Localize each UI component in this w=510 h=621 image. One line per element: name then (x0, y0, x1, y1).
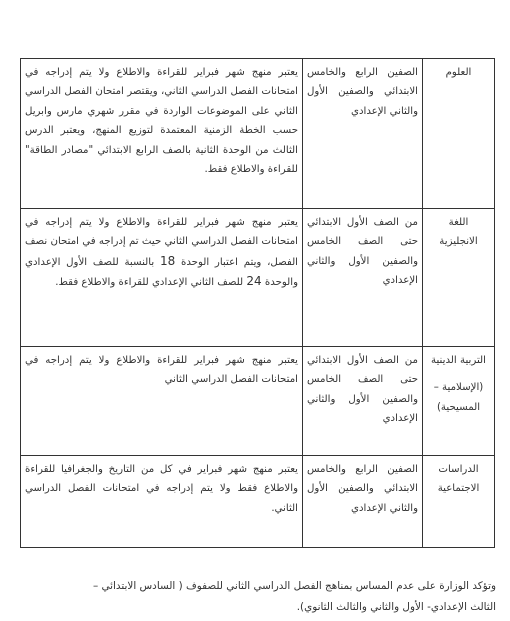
notes-cell (21, 209, 303, 347)
notes-text: للصف الثاني الإعدادي للقراءة والاطلاع فقط. (55, 277, 247, 289)
notes-cell: يعتبر منهج شهر فبراير للقراءة والاطلاع ولا يتم إدراجه في امتحانات الفصل الدراسي الثاني، ويقتصر امتحان الفصل الدراسي الثاني على الموضوعات الواردة في مقرر شهري مارس وابريل حسب الخطة الزمنية المعتمدة لتوزيع المنهج، ويعتبر الدرس الثالث من الوحدة الثانية بالصف الرابع الابتدائي "مصادر الطاقة" للقراءة والاطلاع فقط. (21, 59, 303, 209)
subject-label: التربية الدينية (431, 355, 486, 366)
subject-label: (الإسلامية – (433, 382, 484, 394)
subject-cell (423, 209, 495, 347)
grades-cell: من الصف الأول الابتدائي حتى الصف الخامس والصفين الأول والثاني الإعدادي (303, 347, 423, 456)
unit-number: 18 (159, 253, 176, 268)
grades-cell: من الصف الأول الابتدائي حتى الصف الخامس والصفين الأول والثاني الإعدادي (303, 209, 423, 347)
subject-label: العلوم (445, 67, 472, 78)
grades-cell: الصفين الرابع والخامس الابتدائي والصفين الأول والثاني الإعدادي (303, 456, 423, 548)
notes-text: بالنسبة للصف الأول الإعدادي والوحدة (25, 256, 298, 289)
unit-number: 24 (246, 274, 262, 289)
notes-text: يعتبر منهج شهر فبراير للقراءة والاطلاع ولا يتم إدراجه في امتحانات الفصل الدراسي الثاني حيث تم إدراجه في امتحان نصف الفصل، ويتم اعتبار الوحدة (25, 217, 299, 268)
subject-cell (423, 456, 495, 548)
subject-cell (423, 59, 495, 209)
footnote-paragraph (14, 576, 496, 618)
subject-cell (423, 347, 495, 456)
table-row (21, 456, 495, 548)
curriculum-table (20, 58, 495, 548)
subject-label: الاجتماعية (437, 483, 480, 495)
subject-label: المسيحية) (436, 401, 481, 413)
table-row (21, 59, 495, 209)
footnote-line: الثالث الإعدادي- الأول والثاني والثالث الثانوي). (296, 601, 496, 613)
grades-cell: الصفين الرابع والخامس الابتدائي والصفين الأول والثاني الإعدادي (303, 59, 423, 209)
table-row (21, 347, 495, 456)
subject-label: الدراسات (438, 464, 479, 475)
subject-label: الانجليزية (439, 236, 478, 248)
notes-cell: يعتبر منهج شهر فبراير للقراءة والاطلاع ولا يتم إدراجه في امتحانات الفصل الدراسي الثاني (21, 347, 303, 456)
notes-cell: يعتبر منهج شهر فبراير في كل من التاريخ والجغرافيا للقراءة والاطلاع فقط ولا يتم إدراجه في امتحانات الفصل الدراسي الثاني. (21, 456, 303, 548)
table-row (21, 209, 495, 347)
footnote-line: وتؤكد الوزارة على عدم المساس بمناهج الفصل الدراسي الثاني للصفوف ( السادس الابتدائي – (92, 580, 496, 592)
subject-label: اللغة (448, 217, 469, 228)
